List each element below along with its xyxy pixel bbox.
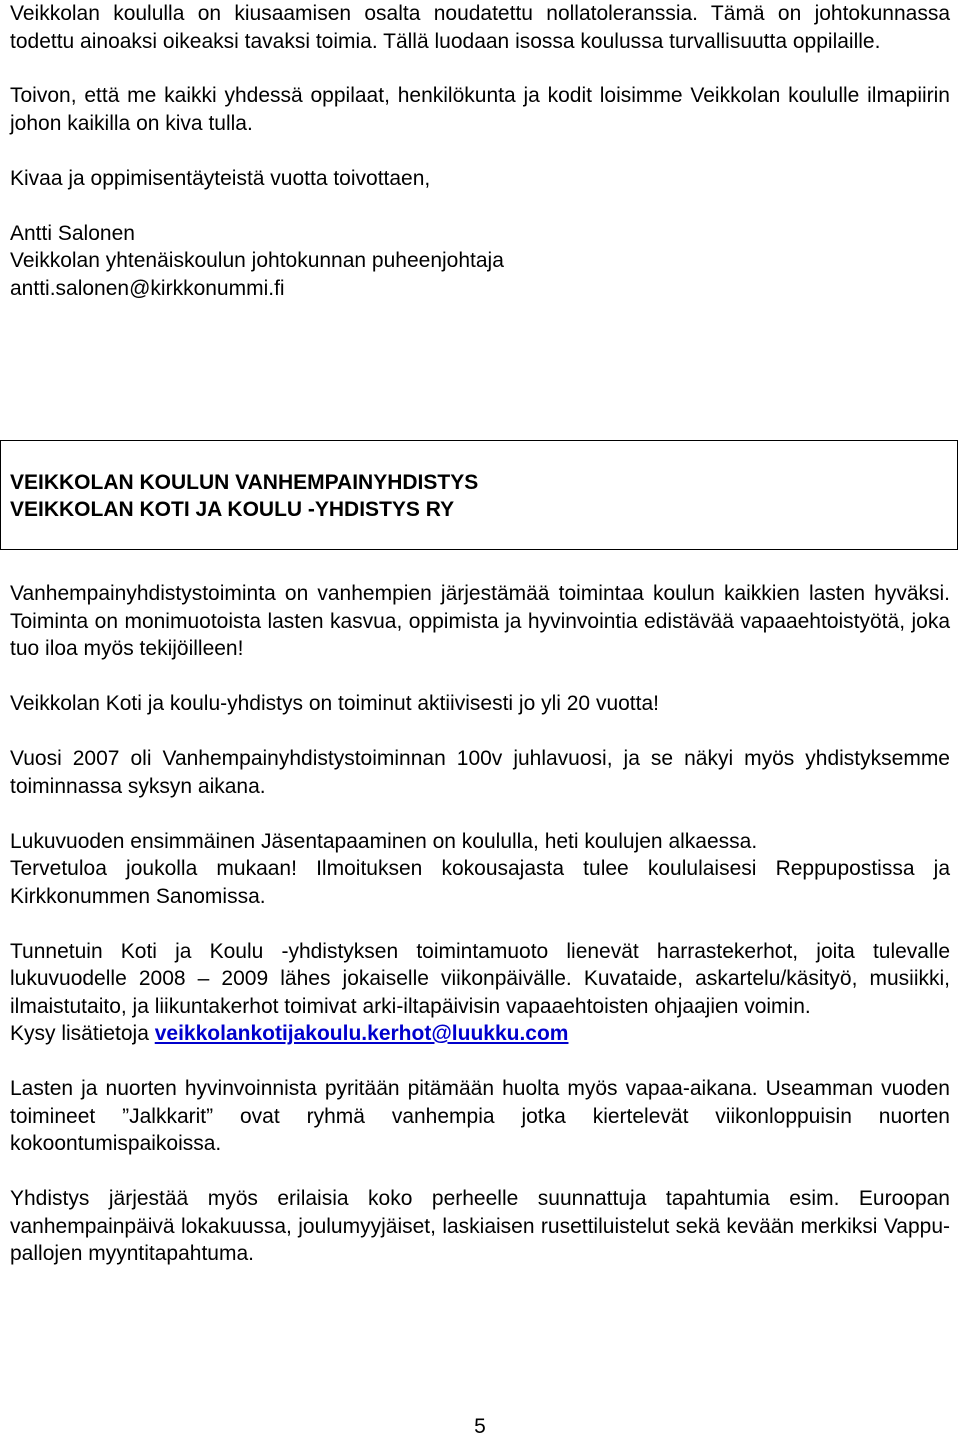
signature-name: Antti Salonen — [10, 221, 135, 245]
kerhot-email-link[interactable]: veikkolankotijakoulu.kerhot@luukku.com — [154, 1022, 569, 1045]
intro-paragraph-1: Veikkolan koululla on kiusaamisen osalta noudatettu nollatoleranssia. Tämä on johtokunnassa todettu ainoaksi oikeaksi tavaksi toimia. Tällä luodaan isossa koulussa turvallisuutta oppilaille. — [10, 2, 950, 53]
body-paragraph-7: Yhdistys järjestää myös erilaisia koko perheelle suunnattuja tapahtumia esim. Euroopan vanhempainpäivä lokakuussa, joulumyyjäiset, laskiaisen rusettiluistelut sekä kevään merkiksi Vappu-pallojen myyntitapahtuma. — [10, 1187, 950, 1265]
body-paragraph-5: Tunnetuin Koti ja Koulu -yhdistyksen toimintamuoto lienevät harrastekerhot, joita tulevalle lukuvuodelle 2008 – 2009 lähes jokaiselle viikonpäivälle. Kuvataide, askartelu/käsityö, musiikki, ilmaistutaito, ja liikuntakerhot toimivat arki-iltapäivisin vapaaehtoisten ohjaajien voimin. — [10, 939, 950, 1018]
intro-paragraph-3: Kivaa ja oppimisentäyteistä vuotta toivottaen, — [10, 166, 431, 190]
signature-email: antti.salonen@kirkkonummi.fi — [10, 276, 285, 300]
body-paragraph-1: Vanhempainyhdistystoiminta on vanhempien järjestämää toimintaa koulun kaikkien lasten hyväksi. Toiminta on monimuotoista lasten kasvua, oppimista ja hyvinvointia edistävää vapaaehtoistyötä, joka tuo iloa myös tekijöilleen! — [10, 582, 950, 660]
signature-block — [10, 220, 950, 303]
association-heading-line-2: VEIKKOLAN KOTI JA KOULU -YHDISTYS RY — [10, 498, 455, 521]
intro-paragraph-2: Toivon, että me kaikki yhdessä oppilaat, henkilökunta ja kodit loisimme Veikkolan koululle ilmapiirin johon kaikilla on kiva tulla. — [10, 84, 950, 135]
body-paragraph-4b: Tervetuloa joukolla mukaan! Ilmoituksen kokousajasta tulee koululaisesi Reppupostissa ja Kirkkonummen Sanomissa. — [10, 857, 950, 908]
intro-section — [10, 0, 950, 302]
contact-prompt: Kysy lisätietoja — [10, 1022, 155, 1045]
association-heading-box — [0, 440, 958, 550]
body-paragraph-6: Lasten ja nuorten hyvinvoinnista pyritään pitämään huolta myös vapaa-aikana. Useamman vuoden toimineet ”Jalkkarit” ovat ryhmä vanhempia jotka kiertelevät viikonloppuisin nuorten kokoontumispaikoissa. — [10, 1077, 950, 1155]
body-paragraph-4a: Lukuvuoden ensimmäinen Jäsentapaaminen on koululla, heti koulujen alkaessa. — [10, 829, 758, 853]
association-heading-line-1: VEIKKOLAN KOULUN VANHEMPAINYHDISTYS — [10, 471, 479, 494]
body-paragraph-3: Vuosi 2007 oli Vanhempainyhdistystoiminnan 100v juhlavuosi, ja se näkyi myös yhdistyksemme toiminnassa syksyn aikana. — [10, 747, 950, 798]
body-paragraph-2: Veikkolan Koti ja koulu-yhdistys on toiminut aktiivisesti jo yli 20 vuotta! — [10, 692, 659, 715]
signature-role: Veikkolan yhtenäiskoulun johtokunnan puheenjohtaja — [10, 249, 504, 272]
page-number: 5 — [474, 1415, 486, 1438]
body-paragraph-5-contact — [10, 1020, 950, 1048]
association-body — [10, 580, 950, 1268]
